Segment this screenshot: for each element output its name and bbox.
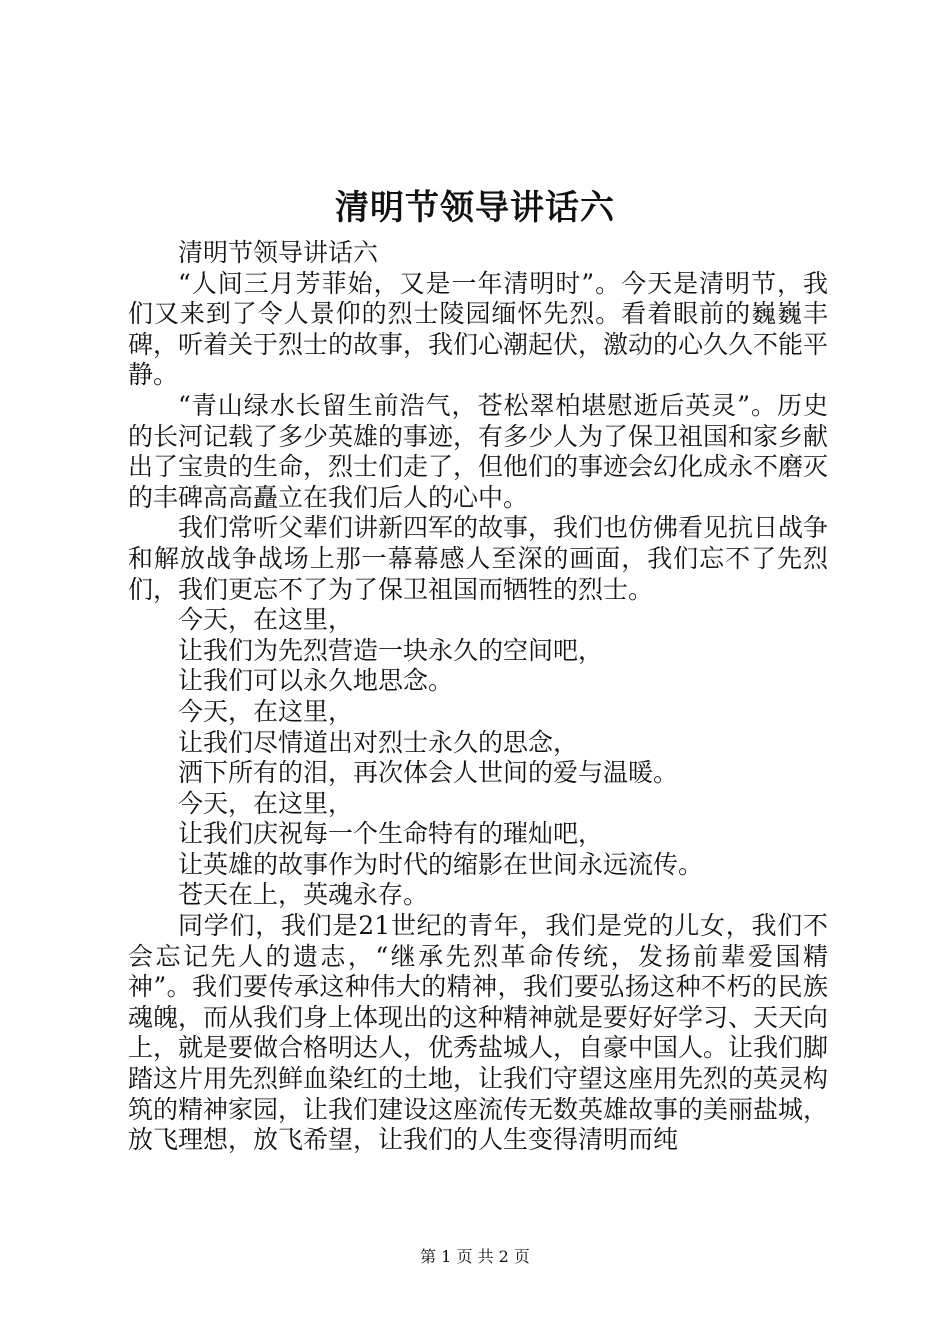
paragraph: 让英雄的故事作为时代的缩影在世间永远流传。 bbox=[178, 849, 704, 879]
page-number-footer: 第 1 页 共 2 页 bbox=[420, 1247, 530, 1266]
paragraph: 今天，在这里， bbox=[178, 605, 354, 635]
paragraph: 让我们庆祝每一个生命特有的璀灿吧， bbox=[178, 819, 604, 849]
paragraph: 苍天在上，英魂永存。 bbox=[178, 880, 429, 910]
paragraph: 让我们尽情道出对烈士永久的思念， bbox=[178, 727, 579, 757]
paragraph: “青山绿水长留生前浩气，苍松翠柏堪慰逝后英灵”。历史的长河记载了多少英雄的事迹，有多少人为了保卫祖国和家乡献出了宝贵的生命，烈士们走了，但他们的事迹会幻化成永不磨灭的丰碑高高矗立在我们后人的心中。 bbox=[128, 390, 829, 512]
paragraph: 同学们，我们是21世纪的青年，我们是党的儿女，我们不会忘记先人的遗志，“继承先烈革命传统，发扬前辈爱国精神”。我们要传承这种伟大的精神，我们要弘扬这种不朽的民族魂魄，而从我们身上体现出的这种精神就是要好好学习、天天向上，就是要做合格明达人，优秀盐城人，自豪中国人。让我们脚踏这片用先烈鲜血染红的土地，让我们守望这座用先烈的英灵构筑的精神家园，让我们建设这座流传无数英雄故事的美丽盐城，放飞理想，放飞希望，让我们的人生变得清明而纯 bbox=[128, 911, 829, 1155]
paragraph: 今天，在这里， bbox=[178, 788, 354, 818]
paragraph: 今天，在这里， bbox=[178, 696, 354, 726]
paragraph: 我们常听父辈们讲新四军的故事，我们也仿佛看见抗日战争和解放战争战场上那一幕幕感人至深的画面，我们忘不了先烈们，我们更忘不了为了保卫祖国而牺牲的烈士。 bbox=[128, 513, 829, 604]
document-body bbox=[128, 238, 828, 1156]
paragraph: 让我们可以永久地思念。 bbox=[178, 666, 454, 696]
paragraph: “人间三月芳菲始，又是一年清明时”。今天是清明节，我们又来到了令人景仰的烈士陵园缅怀先烈。看着眼前的巍巍丰碑，听着关于烈士的故事，我们心潮起伏，激动的心久久不能平静。 bbox=[128, 268, 829, 390]
paragraph: 洒下所有的泪，再次体会人世间的爱与温暖。 bbox=[178, 758, 679, 788]
document-title: 清明节领导讲话六 bbox=[335, 188, 615, 228]
paragraph: 清明节领导讲话六 bbox=[178, 238, 379, 267]
paragraph: 让我们为先烈营造一块永久的空间吧， bbox=[178, 635, 604, 665]
